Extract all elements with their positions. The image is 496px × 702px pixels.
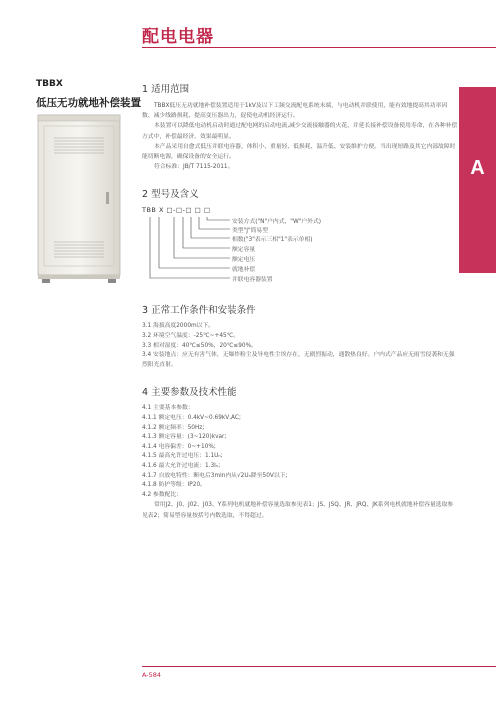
section4-item: 4.1.4 电容偏差：0~+10%; [142, 443, 216, 450]
section4-item: 4.1.3 额定容量：(3~120)kvar; [142, 434, 227, 441]
product-code: TBBX [36, 79, 63, 89]
section4-title: 4 主要参数及技术性能 [142, 387, 237, 399]
product-name: 低压无功就地补偿装置 [36, 97, 141, 109]
section4-item: 4.1.7 自放电特性：断电后3min内从√2Uₙ降至50V以下; [142, 472, 288, 479]
section1-para: 本装置可以降低电动机启动时通过配电网的启动电流,减少交流接触器的火花，并延长接补偿设备使用寿命，在各种补偿方式中，补偿最经济，效果最明显。 [142, 123, 458, 140]
section4-item: 4.1.1 额定电压：0.4kV~0.69kV,AC; [142, 414, 241, 421]
section3-item: 3.3 相对湿度：40℃≤50%，20℃≤90%。 [142, 342, 257, 349]
section3-item: 3.2 环境空气温度：-25℃~+45℃。 [142, 333, 240, 340]
section4-item: 4.1 主要基本参数： [142, 405, 194, 412]
section-side-tab [459, 87, 496, 273]
section2-title: 2 型号及含义 [142, 189, 199, 201]
section1-title: 1 适用范围 [142, 84, 190, 95]
model-label: 相数("3"表示三相"1"表示单相) [232, 237, 313, 244]
section4-item: 4.1.5 最高允许过电压：1.1Uₙ; [142, 453, 223, 460]
model-label: 额定容量 [232, 247, 256, 254]
section4-item: 4.2 参数配比： [142, 491, 183, 498]
section1-para: 本产品采用自愈式低压并联电容器，体积小、重量轻、低损耗、温升低、安装维护方便。当出现短路及其它内部故障时能切断电源，确保设备的安全运行。 [142, 143, 456, 161]
section4-item: 4.1.8 防护等级：IP20。 [142, 482, 206, 489]
section1-para: 符合标准：JB/T 7115-2011。 [154, 164, 234, 171]
footer-divider [142, 666, 496, 667]
page-header-title: 配电电器 [142, 27, 214, 47]
section4-item: 4.1.2 额定频率：50Hz; [142, 424, 205, 431]
model-label: 额定电压 [232, 257, 256, 264]
page-number: A-584 [142, 671, 162, 679]
section4-para: 常用J2、J0、J02、J03、Y系列电机就地补偿容量选取参见表1；JS、JSQ、JR、JRQ、JK系列电机就地补偿容量选取参见表2；简易型容量按括号内数选取，不得超过。 [142, 502, 454, 519]
model-label: 安装方式("N"户内式，"W"户外式) [232, 219, 322, 226]
section3-title: 3 正常工作条件和安装条件 [142, 305, 256, 317]
section4-item: 4.1.6 最大允许过电流：1.3Iₙ; [142, 462, 221, 469]
product-cabinet-image [32, 112, 126, 284]
section3-item: 3.4 安装地点：应无有害气体，无爆炸粉尘及导电性尘埃存在，无剧烈振动，通散热良好。户内式产品应无雨雪侵袭和无强烈阳光直射。 [142, 352, 455, 368]
side-tab-letter: A [470, 157, 485, 179]
model-label: 并联电容器装置 [232, 277, 273, 284]
section3-item: 3.1 海拔高度2000m以下。 [142, 323, 215, 330]
header-divider [142, 47, 496, 48]
model-label: 类型"J"简易型 [232, 228, 269, 235]
section1-para: TBBX低压无功就地补偿装置适用于1kV及以下工频交流配电系统末端，与电动机并联使用，能有效地提高其功率因数、减少线路损耗、提高变压器出力，促使电动机经济运行。 [142, 103, 448, 120]
model-designation-diagram [142, 206, 458, 316]
main-content [142, 81, 458, 521]
model-code: TBB X □-□-□ □ □ [142, 206, 211, 215]
model-label: 就地补偿 [232, 267, 256, 274]
